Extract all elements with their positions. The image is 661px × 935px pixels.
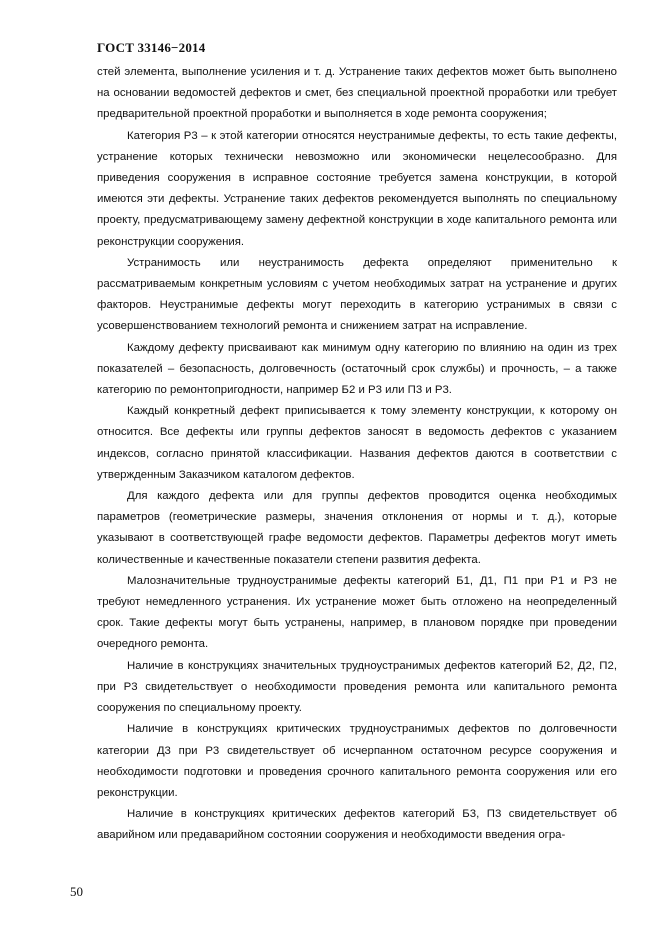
- paragraph: Устранимость или неустранимость дефекта определяют применительно к рассматриваемым конкретным условиям с учетом необходимых затрат на устранение и других факторов. Неустранимые дефекты могут переходить в категорию устранимых в связи с усовершенствованием технологий ремонта и снижением затрат на исправление.: [97, 256, 617, 333]
- paragraph: Малозначительные трудноустранимые дефекты категорий Б1, Д1, П1 при Р1 и Р3 не требуют немедленного устранения. Их устранение может быть отложено на неопределенный срок. Такие дефекты могут быть устранены, например, в плановом порядке при проведении очередного ремонта.: [97, 574, 617, 651]
- paragraph: Категория Р3 – к этой категории относятся неустранимые дефекты, то есть такие дефекты, устранение которых технически невозможно или экономически нецелесообразно. Для приведения сооружения в исправное состояние требуется замена конструкции, в которой имеются эти дефекты. Устранение таких дефектов рекомендуется выполнять по специальному проекту, предусматривающему замену дефектной конструкции в ходе капитального ремонта или реконструкции сооружения.: [97, 129, 617, 248]
- paragraph: Каждому дефекту присваивают как минимум одну категорию по влиянию на один из трех показателей – безопасность, долговечность (остаточный срок службы) и прочность, – а также категорию по ремонтопригодности, например Б2 и Р3 или П3 и Р3.: [97, 341, 617, 397]
- document-body: [97, 62, 617, 847]
- paragraph: Для каждого дефекта или для группы дефектов проводится оценка необходимых параметров (геометрические размеры, значения отклонения от нормы и т. д.), которые указывают в соответствующей графе ведомости дефектов. Параметры дефектов могут иметь количественные и качественные показатели степени развития дефекта.: [97, 490, 617, 566]
- paragraph: Наличие в конструкциях значительных трудноустранимых дефектов категорий Б2, Д2, П2, при Р3 свидетельствует о необходимости проведения ремонта или капитального ремонта сооружения по специальному проекту.: [97, 659, 617, 715]
- paragraph: Наличие в конструкциях критических дефектов категорий Б3, П3 свидетельствует об аварийном или предаварийном состоянии сооружения и необходимости введения огра-: [97, 808, 617, 842]
- paragraph: Наличие в конструкциях критических трудноустранимых дефектов по долговечности категории Д3 при Р3 свидетельствует об исчерпанном остаточном ресурсе сооружения и необходимости подготовки и проведения срочного капитального ремонта сооружения или его реконструкции.: [97, 723, 617, 799]
- page-number: 50: [70, 884, 83, 899]
- paragraph: Каждый конкретный дефект приписывается к тому элементу конструкции, к которому он относится. Все дефекты или группы дефектов заносят в ведомость дефектов с указанием индексов, согласно принятой классификации. Названия дефектов даются в соответствии с утвержденным Заказчиком каталогом дефектов.: [97, 405, 617, 481]
- paragraph-continuation: стей элемента, выполнение усиления и т. д. Устранение таких дефектов может быть выполнено на основании ведомостей дефектов и смет, без специальной проектной проработки или требует предварительной проектной проработки и выполняется в ходе ремонта сооружения;: [97, 66, 617, 121]
- document-header: ГОСТ 33146−2014: [97, 40, 206, 55]
